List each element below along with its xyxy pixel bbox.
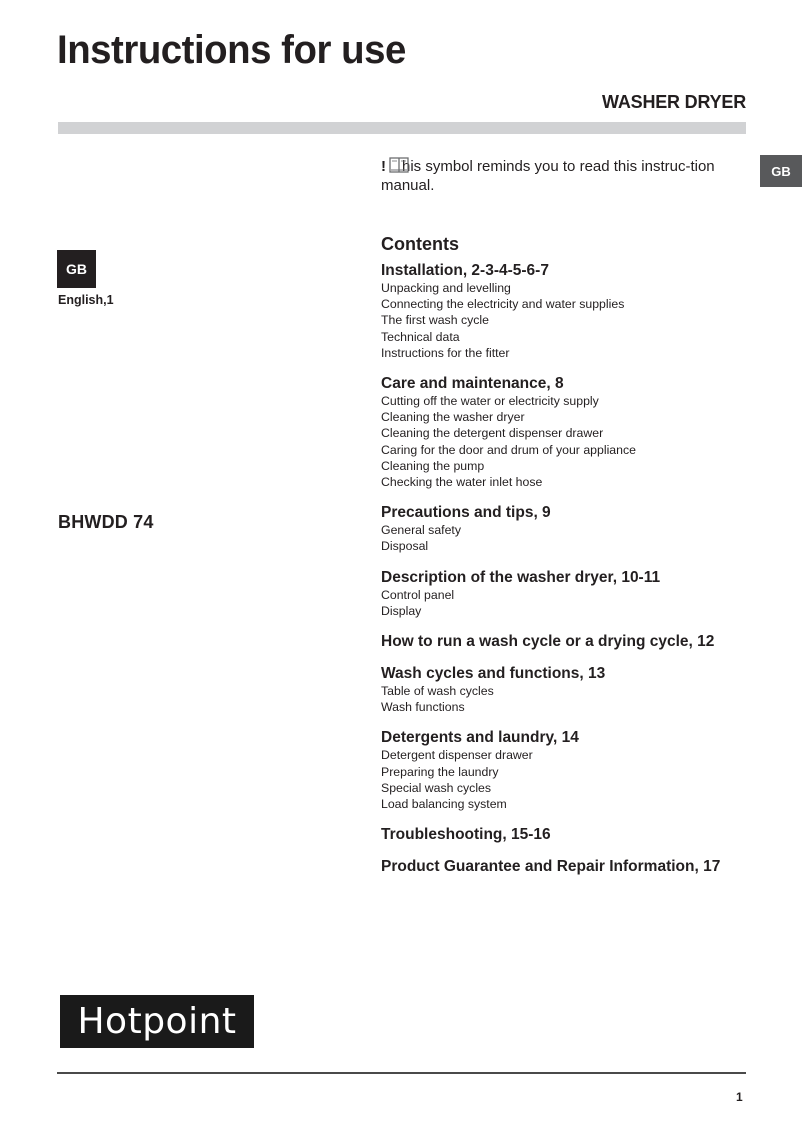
toc-section-title[interactable]: Precautions and tips, 9	[381, 504, 551, 522]
toc-item[interactable]: Unpacking and levelling	[381, 281, 511, 295]
book-icon	[389, 157, 409, 173]
side-tab-label: GB	[771, 163, 791, 179]
toc-item[interactable]: Table of wash cycles	[381, 684, 494, 699]
header-divider-bar	[58, 122, 746, 134]
toc-item[interactable]: Special wash cycles	[381, 780, 492, 795]
toc-section-how-to-run	[381, 632, 791, 651]
toc-section-guarantee	[381, 857, 791, 876]
toc-section-title[interactable]: Description of the washer dryer, 10-11	[381, 568, 661, 586]
toc-item[interactable]: Connecting the electricity and water supplies	[381, 297, 625, 312]
toc-item[interactable]: Preparing the laundry	[381, 764, 499, 779]
toc-item[interactable]: Disposal	[381, 539, 429, 554]
table-of-contents	[381, 233, 791, 889]
toc-section-precautions	[381, 503, 791, 554]
toc-section-title[interactable]: Installation, 2-3-4-5-6-7	[381, 262, 549, 279]
toc-item[interactable]: Cleaning the washer dryer	[381, 410, 525, 425]
logo-text: Hotpoint	[77, 1001, 237, 1042]
toc-item[interactable]: Cleaning the pump	[381, 458, 485, 473]
page-number: 1	[736, 1090, 743, 1104]
language-link[interactable]: English,1	[58, 293, 114, 307]
language-badge-label: GB	[66, 261, 87, 277]
document-title: Instructions for use	[57, 28, 406, 72]
model-number: BHWDD 74	[58, 512, 154, 532]
toc-section-troubleshooting	[381, 825, 791, 844]
language-side-tab	[760, 155, 802, 187]
toc-section-title[interactable]: Troubleshooting, 15-16	[381, 826, 551, 844]
language-badge	[57, 250, 96, 288]
toc-section-wash-cycles	[381, 664, 791, 715]
toc-item[interactable]: Technical data	[381, 329, 460, 344]
toc-item[interactable]: Display	[381, 603, 422, 618]
toc-section-title[interactable]: Detergents and laundry, 14	[381, 729, 579, 747]
hotpoint-logo	[60, 995, 254, 1048]
read-manual-notice	[381, 157, 731, 195]
toc-item[interactable]: Caring for the door and drum of your appliance	[381, 442, 636, 457]
toc-section-title[interactable]: How to run a wash cycle or a drying cycle, 12	[381, 633, 715, 651]
toc-section-title[interactable]: Care and maintenance, 8	[381, 375, 564, 393]
toc-item[interactable]: Detergent dispenser drawer	[381, 748, 533, 763]
toc-item[interactable]: Load balancing system	[381, 797, 507, 812]
toc-section-installation	[381, 261, 791, 361]
product-type: WASHER DRYER	[602, 92, 746, 112]
toc-item[interactable]: The first wash cycle	[381, 313, 489, 328]
exclamation-mark: !	[381, 158, 386, 175]
toc-section-title[interactable]: Wash cycles and functions, 13	[381, 665, 606, 683]
toc-section-title[interactable]: Product Guarantee and Repair Information, 17	[381, 858, 721, 876]
toc-section-detergents	[381, 728, 791, 812]
toc-item[interactable]: General safety	[381, 523, 461, 538]
notice-text: his symbol reminds you to read this instruc-tion manual.	[381, 158, 715, 194]
footer-divider	[57, 1072, 746, 1074]
toc-item[interactable]: Instructions for the fitter	[381, 345, 510, 360]
toc-item[interactable]: Checking the water inlet hose	[381, 475, 543, 490]
toc-item[interactable]: Cutting off the water or electricity supply	[381, 394, 599, 409]
toc-item[interactable]: Cleaning the detergent dispenser drawer	[381, 426, 604, 441]
toc-section-care	[381, 374, 791, 490]
toc-item[interactable]: Control panel	[381, 587, 455, 602]
contents-heading: Contents	[381, 234, 459, 254]
toc-section-description	[381, 568, 791, 619]
toc-item[interactable]: Wash functions	[381, 700, 465, 715]
